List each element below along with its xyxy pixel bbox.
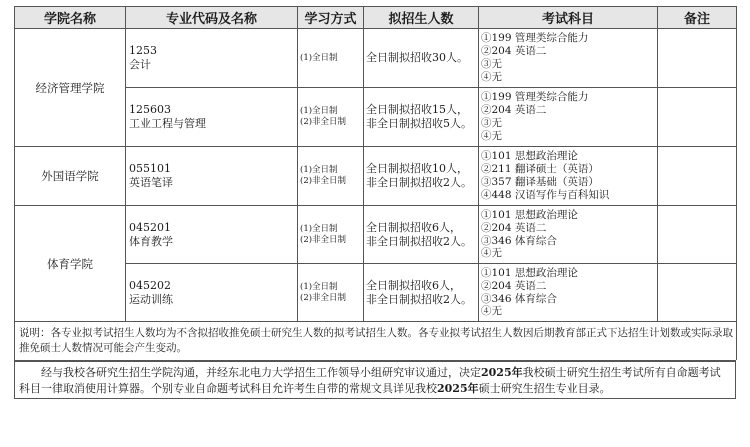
major-cell xyxy=(126,29,298,88)
exams-cell xyxy=(479,29,658,88)
exam-item: ①199 管理类综合能力 xyxy=(481,91,589,104)
college-cell: 外国语学院 xyxy=(15,147,126,206)
quota-item: 非全日制拟招收2人。 xyxy=(366,176,472,189)
table-row xyxy=(15,29,737,88)
exams-cell xyxy=(479,206,658,264)
major-code: 045202 xyxy=(129,278,171,292)
major-code: 055101 xyxy=(129,162,171,175)
quota-item: 非全日制拟招收2人。 xyxy=(366,234,472,248)
decision-text-3: 硕士研究生招生专业目录。 xyxy=(478,381,611,395)
quota-item: 全日制拟招收6人， xyxy=(366,278,461,292)
exam-item: ②211 翻译硕士（英语） xyxy=(481,163,599,176)
exam-item: ③无 xyxy=(481,58,502,70)
major-cell xyxy=(126,206,298,264)
exam-item: ③357 翻译基础（英语） xyxy=(481,176,599,188)
exam-item: ③346 体育综合 xyxy=(481,234,557,247)
decision-text-1: 经与我校各研究生招生学院沟通，并经东北电力大学招生工作领导小组研究审议通过，决定 xyxy=(41,366,481,379)
exam-item: ④无 xyxy=(481,305,502,318)
exam-item: ①199 管理类综合能力 xyxy=(481,32,589,45)
remarks-cell xyxy=(658,88,737,147)
quota-item: 全日制拟招收15人， xyxy=(366,103,468,116)
quota-cell xyxy=(364,29,479,88)
table-header-row xyxy=(15,7,737,29)
table-row xyxy=(15,206,737,264)
decision-text-2: 我校硕士研究生招生考试所有自命题考试科目一律取消使用计算器。个别专业自命题考试科目允许考生自带的常规文具详见我校 xyxy=(19,366,721,395)
header-exams: 考试科目 xyxy=(479,7,658,29)
mode-item: (2)非全日制 xyxy=(300,234,347,245)
quota-cell xyxy=(364,264,479,322)
exams-cell xyxy=(479,147,658,206)
exam-item: ④448 汉语写作与百科知识 xyxy=(481,188,610,201)
exam-item: ②204 英语二 xyxy=(481,279,547,292)
exam-item: ①101 思想政治理论 xyxy=(481,208,578,221)
college-cell: 经济管理学院 xyxy=(15,29,126,147)
mode-cell xyxy=(298,88,364,147)
remarks-cell xyxy=(658,206,737,264)
header-remarks: 备注 xyxy=(658,7,737,29)
header-quota: 拟招生人数 xyxy=(364,7,479,29)
major-code: 045201 xyxy=(129,220,171,234)
major-cell xyxy=(126,88,298,147)
note-row xyxy=(15,322,737,361)
exams-cell xyxy=(479,88,658,147)
decision-paragraph xyxy=(14,360,736,399)
exam-item: ②204 英语二 xyxy=(481,104,547,117)
mode-item: (1)全日制 xyxy=(300,223,338,234)
exam-item: ①101 思想政治理论 xyxy=(481,150,578,163)
college-cell: 体育学院 xyxy=(15,206,126,322)
decision-year-2: 2025年 xyxy=(437,381,479,395)
quota-cell xyxy=(364,206,479,264)
quota-item: 全日制拟招收6人， xyxy=(366,220,461,234)
exam-item: ②204 英语二 xyxy=(481,221,547,234)
major-code: 125603 xyxy=(129,103,171,116)
mode-item: (2)非全日制 xyxy=(300,117,347,127)
quota-cell xyxy=(364,147,479,206)
mode-item: (1)全日制 xyxy=(300,165,338,175)
exam-item: ②204 英语二 xyxy=(481,45,547,58)
major-name: 英语笔译 xyxy=(129,176,173,189)
mode-item: (2)非全日制 xyxy=(300,292,347,303)
exam-item: ④无 xyxy=(481,70,502,83)
exams-cell xyxy=(479,264,658,322)
mode-item: (1)全日制 xyxy=(300,281,338,292)
major-cell xyxy=(126,147,298,206)
exam-item: ③无 xyxy=(481,117,502,129)
major-name: 工业工程与管理 xyxy=(129,117,206,130)
admissions-document xyxy=(14,6,736,399)
major-name: 运动训练 xyxy=(129,292,173,306)
remarks-cell xyxy=(658,29,737,88)
header-college: 学院名称 xyxy=(15,7,126,29)
note-text: 说明：各专业拟考试招生人数均为不含拟招收推免硕士研究生人数的拟考试招生人数。各专业拟考试招生人数因后期教育部正式下达招生计划数或实际录取推免硕士人数情况可能会产生变动。 xyxy=(15,322,737,361)
mode-item: (2)非全日制 xyxy=(300,176,347,186)
exam-item: ①101 思想政治理论 xyxy=(481,266,578,279)
header-mode: 学习方式 xyxy=(298,7,364,29)
exam-item: ④无 xyxy=(481,247,502,260)
header-major: 专业代码及名称 xyxy=(126,7,298,29)
quota-item: 非全日制拟招收5人。 xyxy=(366,117,472,130)
quota-item: 全日制拟招收30人。 xyxy=(366,51,468,64)
mode-item: (1)全日制 xyxy=(300,106,338,116)
major-name: 体育教学 xyxy=(129,234,173,248)
exam-item: ④无 xyxy=(481,129,502,142)
exam-item: ③346 体育综合 xyxy=(481,292,557,305)
mode-cell xyxy=(298,29,364,88)
mode-item: (1)全日制 xyxy=(300,52,338,63)
mode-cell xyxy=(298,206,364,264)
quota-item: 非全日制拟招收2人。 xyxy=(366,292,472,306)
quota-cell xyxy=(364,88,479,147)
table-row xyxy=(15,147,737,206)
remarks-cell xyxy=(658,147,737,206)
decision-year-1: 2025年 xyxy=(481,366,523,379)
major-name: 会计 xyxy=(129,58,151,71)
major-code: 1253 xyxy=(129,44,157,57)
mode-cell xyxy=(298,264,364,322)
admissions-table xyxy=(14,6,737,360)
quota-item: 全日制拟招收10人， xyxy=(366,162,468,175)
remarks-cell xyxy=(658,264,737,322)
mode-cell xyxy=(298,147,364,206)
major-cell xyxy=(126,264,298,322)
